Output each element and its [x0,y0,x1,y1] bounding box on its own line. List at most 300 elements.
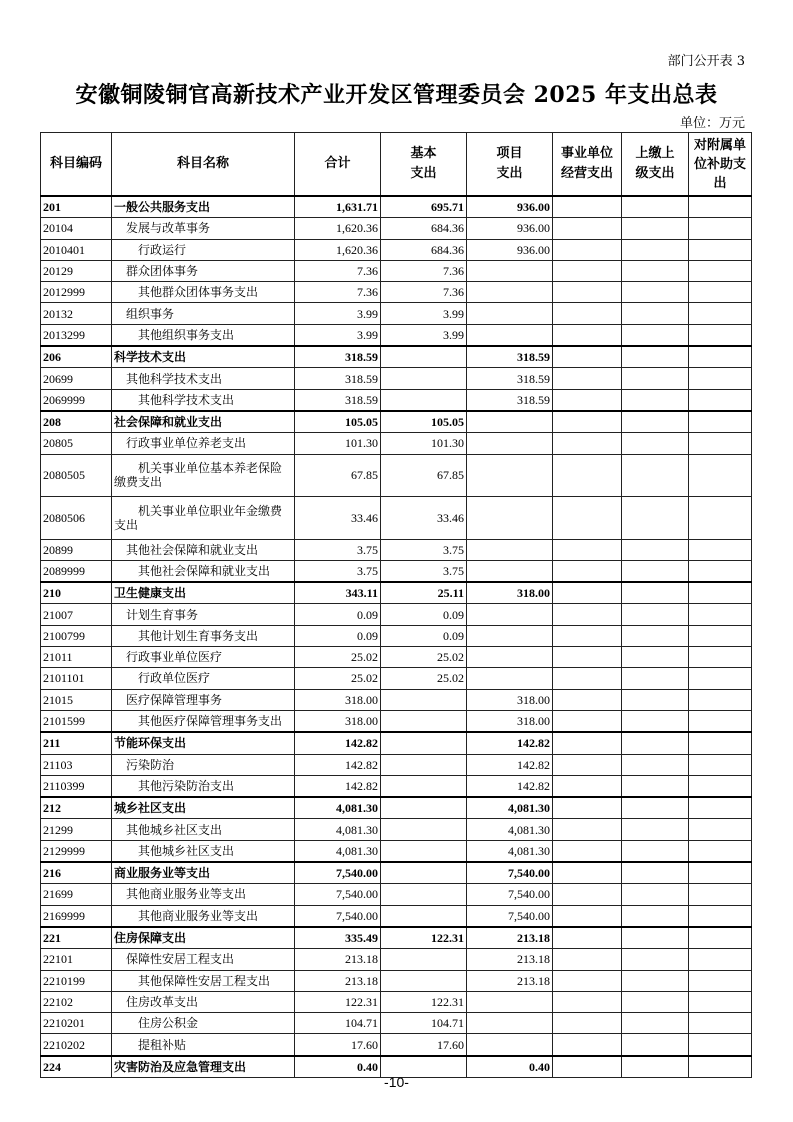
cell-code: 2129999 [41,840,112,862]
header-business: 事业单位 经营支出 [553,133,622,197]
cell-business [553,1013,622,1034]
cell-name: 群众团体事务 [112,260,295,281]
cell-remit [622,1013,689,1034]
cell-remit [622,647,689,668]
expenditure-table [40,132,752,1078]
cell-subsidy [689,927,752,949]
cell-total: 318.59 [295,389,381,411]
cell-code: 20104 [41,218,112,239]
cell-basic: 7.36 [381,282,467,303]
cell-total: 33.46 [295,497,381,540]
cell-project [467,668,553,689]
page-title: 安徽铜陵铜官高新技术产业开发区管理委员会 2025 年支出总表 [75,82,718,108]
cell-remit [622,539,689,560]
cell-remit [622,604,689,625]
cell-code: 2089999 [41,560,112,582]
page-number: -10- [384,1074,409,1090]
cell-remit [622,927,689,949]
cell-name: 住房公积金 [112,1013,295,1034]
cell-project: 213.18 [467,949,553,970]
cell-project: 142.82 [467,732,553,754]
cell-basic: 0.09 [381,625,467,646]
cell-business [553,927,622,949]
cell-business [553,1034,622,1056]
cell-code: 21103 [41,754,112,775]
cell-remit [622,732,689,754]
cell-code: 21699 [41,884,112,905]
cell-basic [381,775,467,797]
cell-subsidy [689,260,752,281]
cell-name: 其他城乡社区支出 [112,840,295,862]
cell-business [553,303,622,324]
cell-name: 其他计划生育事务支出 [112,625,295,646]
cell-basic [381,949,467,970]
cell-business [553,346,622,368]
cell-remit [622,260,689,281]
cell-name: 其他社会保障和就业支出 [112,539,295,560]
table-row [41,324,752,346]
cell-code: 20805 [41,433,112,454]
cell-remit [622,862,689,884]
cell-subsidy [689,604,752,625]
cell-basic [381,819,467,840]
cell-name: 行政单位医疗 [112,668,295,689]
cell-total: 1,620.36 [295,218,381,239]
cell-project [467,433,553,454]
cell-name: 城乡社区支出 [112,797,295,819]
cell-total: 0.09 [295,625,381,646]
header-subsidy: 对附属单 位补助支 出 [689,133,752,197]
cell-total: 25.02 [295,647,381,668]
cell-project: 318.00 [467,582,553,604]
cell-project: 936.00 [467,196,553,218]
cell-business [553,819,622,840]
cell-code: 224 [41,1056,112,1078]
cell-remit [622,218,689,239]
cell-business [553,539,622,560]
cell-business [553,433,622,454]
cell-name: 灾害防治及应急管理支出 [112,1056,295,1078]
cell-remit [622,411,689,433]
cell-project: 318.00 [467,689,553,710]
cell-project: 936.00 [467,239,553,260]
cell-subsidy [689,282,752,303]
cell-name: 发展与改革事务 [112,218,295,239]
cell-business [553,775,622,797]
cell-code: 21015 [41,689,112,710]
cell-remit [622,497,689,540]
cell-basic: 3.99 [381,324,467,346]
cell-code: 20129 [41,260,112,281]
cell-name: 其他医疗保障管理事务支出 [112,710,295,732]
cell-basic: 3.99 [381,303,467,324]
cell-name: 其他科学技术支出 [112,389,295,411]
cell-subsidy [689,905,752,927]
cell-subsidy [689,218,752,239]
cell-name: 其他污染防治支出 [112,775,295,797]
cell-project [467,991,553,1012]
cell-code: 2110399 [41,775,112,797]
table-row [41,710,752,732]
cell-basic: 0.09 [381,604,467,625]
cell-total: 1,620.36 [295,239,381,260]
cell-code: 20899 [41,539,112,560]
cell-remit [622,282,689,303]
cell-name: 提租补贴 [112,1034,295,1056]
cell-subsidy [689,970,752,991]
cell-name: 保障性安居工程支出 [112,949,295,970]
table-row [41,411,752,433]
cell-code: 2012999 [41,282,112,303]
cell-code: 216 [41,862,112,884]
cell-subsidy [689,647,752,668]
cell-project: 318.59 [467,368,553,389]
cell-business [553,282,622,303]
cell-code: 2210202 [41,1034,112,1056]
cell-remit [622,239,689,260]
table-row [41,368,752,389]
cell-name: 污染防治 [112,754,295,775]
table-row [41,884,752,905]
cell-remit [622,1034,689,1056]
cell-code: 21011 [41,647,112,668]
table-row [41,433,752,454]
cell-basic: 684.36 [381,239,467,260]
cell-total: 0.40 [295,1056,381,1078]
cell-business [553,689,622,710]
cell-remit [622,840,689,862]
cell-basic [381,346,467,368]
cell-basic: 25.02 [381,668,467,689]
cell-project [467,1034,553,1056]
cell-business [553,582,622,604]
cell-total: 318.59 [295,346,381,368]
cell-business [553,324,622,346]
cell-project [467,625,553,646]
cell-project [467,539,553,560]
cell-subsidy [689,949,752,970]
table-row [41,797,752,819]
cell-total: 4,081.30 [295,797,381,819]
cell-basic [381,797,467,819]
cell-name: 卫生健康支出 [112,582,295,604]
cell-remit [622,389,689,411]
table-row [41,1034,752,1056]
cell-project: 318.00 [467,710,553,732]
cell-subsidy [689,668,752,689]
cell-basic [381,368,467,389]
cell-basic: 695.71 [381,196,467,218]
cell-business [553,196,622,218]
cell-basic: 25.02 [381,647,467,668]
cell-total: 122.31 [295,991,381,1012]
cell-basic: 25.11 [381,582,467,604]
cell-business [553,970,622,991]
cell-code: 2169999 [41,905,112,927]
cell-subsidy [689,1013,752,1034]
cell-name: 医疗保障管理事务 [112,689,295,710]
cell-total: 1,631.71 [295,196,381,218]
cell-basic: 105.05 [381,411,467,433]
cell-code: 201 [41,196,112,218]
cell-basic: 101.30 [381,433,467,454]
cell-subsidy [689,775,752,797]
cell-name: 其他城乡社区支出 [112,819,295,840]
cell-remit [622,433,689,454]
cell-total: 4,081.30 [295,840,381,862]
table-row [41,819,752,840]
cell-project [467,282,553,303]
table-row [41,754,752,775]
cell-project [467,324,553,346]
cell-total: 0.09 [295,604,381,625]
cell-business [553,732,622,754]
cell-project [467,604,553,625]
cell-business [553,560,622,582]
cell-name: 其他商业服务业等支出 [112,884,295,905]
cell-subsidy [689,884,752,905]
cell-business [553,797,622,819]
cell-basic [381,754,467,775]
cell-project: 4,081.30 [467,840,553,862]
cell-basic [381,689,467,710]
cell-business [553,840,622,862]
cell-total: 142.82 [295,754,381,775]
table-row [41,927,752,949]
cell-project [467,303,553,324]
cell-project [467,411,553,433]
table-row [41,497,752,540]
cell-business [553,905,622,927]
cell-subsidy [689,625,752,646]
cell-remit [622,754,689,775]
cell-subsidy [689,389,752,411]
cell-remit [622,797,689,819]
cell-name: 其他商业服务业等支出 [112,905,295,927]
cell-project: 7,540.00 [467,905,553,927]
cell-subsidy [689,840,752,862]
table-row [41,840,752,862]
cell-subsidy [689,303,752,324]
cell-basic: 33.46 [381,497,467,540]
cell-project [467,454,553,497]
cell-remit [622,582,689,604]
table-row [41,862,752,884]
cell-code: 2210199 [41,970,112,991]
cell-subsidy [689,239,752,260]
cell-subsidy [689,539,752,560]
table-row [41,303,752,324]
cell-code: 2100799 [41,625,112,646]
cell-project: 318.59 [467,346,553,368]
table-row [41,689,752,710]
cell-total: 4,081.30 [295,819,381,840]
table-row [41,218,752,239]
cell-basic: 3.75 [381,539,467,560]
cell-total: 318.59 [295,368,381,389]
cell-name: 机关事业单位基本养老保险缴费支出 [112,454,295,497]
cell-total: 142.82 [295,732,381,754]
cell-code: 206 [41,346,112,368]
cell-business [553,991,622,1012]
table-row [41,905,752,927]
cell-subsidy [689,433,752,454]
cell-basic: 122.31 [381,927,467,949]
table-row [41,196,752,218]
cell-subsidy [689,710,752,732]
cell-project: 142.82 [467,775,553,797]
cell-remit [622,884,689,905]
cell-total: 213.18 [295,970,381,991]
cell-remit [622,949,689,970]
cell-code: 2069999 [41,389,112,411]
cell-business [553,218,622,239]
cell-subsidy [689,497,752,540]
cell-project: 213.18 [467,927,553,949]
cell-remit [622,970,689,991]
table-row [41,668,752,689]
cell-remit [622,991,689,1012]
cell-basic [381,732,467,754]
table-row [41,991,752,1012]
cell-basic [381,862,467,884]
cell-total: 335.49 [295,927,381,949]
cell-remit [622,346,689,368]
cell-remit [622,775,689,797]
table-row [41,239,752,260]
cell-project: 4,081.30 [467,797,553,819]
table-row [41,560,752,582]
cell-total: 3.75 [295,539,381,560]
cell-subsidy [689,1034,752,1056]
cell-basic: 122.31 [381,991,467,1012]
cell-project [467,1013,553,1034]
cell-name: 一般公共服务支出 [112,196,295,218]
cell-project: 936.00 [467,218,553,239]
cell-code: 21299 [41,819,112,840]
cell-code: 212 [41,797,112,819]
cell-remit [622,710,689,732]
cell-total: 142.82 [295,775,381,797]
cell-subsidy [689,819,752,840]
cell-code: 2010401 [41,239,112,260]
cell-total: 101.30 [295,433,381,454]
cell-remit [622,819,689,840]
cell-project: 7,540.00 [467,884,553,905]
cell-code: 20699 [41,368,112,389]
header-basic: 基本 支出 [381,133,467,197]
table-row [41,775,752,797]
cell-total: 7.36 [295,260,381,281]
cell-subsidy [689,797,752,819]
cell-total: 7,540.00 [295,884,381,905]
cell-remit [622,905,689,927]
cell-code: 210 [41,582,112,604]
header-total: 合计 [295,133,381,197]
table-row [41,346,752,368]
cell-total: 7.36 [295,282,381,303]
cell-business [553,668,622,689]
cell-code: 211 [41,732,112,754]
cell-name: 商业服务业等支出 [112,862,295,884]
cell-basic [381,905,467,927]
cell-subsidy [689,411,752,433]
cell-business [553,884,622,905]
cell-name: 组织事务 [112,303,295,324]
header-remit: 上缴上 级支出 [622,133,689,197]
cell-project: 318.59 [467,389,553,411]
cell-total: 318.00 [295,689,381,710]
cell-remit [622,560,689,582]
cell-business [553,497,622,540]
cell-name: 行政事业单位医疗 [112,647,295,668]
table-row [41,647,752,668]
cell-code: 2210201 [41,1013,112,1034]
cell-total: 3.99 [295,324,381,346]
cell-subsidy [689,368,752,389]
cell-code: 2101101 [41,668,112,689]
cell-code: 2080505 [41,454,112,497]
cell-code: 22102 [41,991,112,1012]
cell-business [553,454,622,497]
header-code: 科目编码 [41,133,112,197]
cell-business [553,239,622,260]
table-row [41,454,752,497]
cell-name: 计划生育事务 [112,604,295,625]
cell-name: 科学技术支出 [112,346,295,368]
cell-remit [622,689,689,710]
cell-subsidy [689,324,752,346]
cell-total: 17.60 [295,1034,381,1056]
cell-subsidy [689,454,752,497]
cell-basic: 3.75 [381,560,467,582]
header-project: 项目 支出 [467,133,553,197]
cell-name: 其他保障性安居工程支出 [112,970,295,991]
cell-total: 7,540.00 [295,862,381,884]
cell-total: 7,540.00 [295,905,381,927]
table-row [41,625,752,646]
cell-basic [381,884,467,905]
cell-total: 67.85 [295,454,381,497]
table-row [41,582,752,604]
cell-project: 0.40 [467,1056,553,1078]
unit-label: 单位：万元 [679,116,745,131]
cell-business [553,389,622,411]
cell-name: 节能环保支出 [112,732,295,754]
cell-code: 2101599 [41,710,112,732]
cell-subsidy [689,560,752,582]
cell-basic: 684.36 [381,218,467,239]
document-label: 部门公开表 3 [667,54,745,69]
cell-total: 3.99 [295,303,381,324]
cell-subsidy [689,732,752,754]
cell-basic [381,389,467,411]
cell-code: 20132 [41,303,112,324]
cell-subsidy [689,582,752,604]
cell-name: 其他科学技术支出 [112,368,295,389]
cell-remit [622,303,689,324]
table-row [41,604,752,625]
cell-business [553,260,622,281]
cell-business [553,368,622,389]
cell-subsidy [689,346,752,368]
cell-name: 其他群众团体事务支出 [112,282,295,303]
cell-business [553,625,622,646]
cell-business [553,710,622,732]
cell-code: 208 [41,411,112,433]
cell-name: 机关事业单位职业年金缴费支出 [112,497,295,540]
table-row [41,282,752,303]
